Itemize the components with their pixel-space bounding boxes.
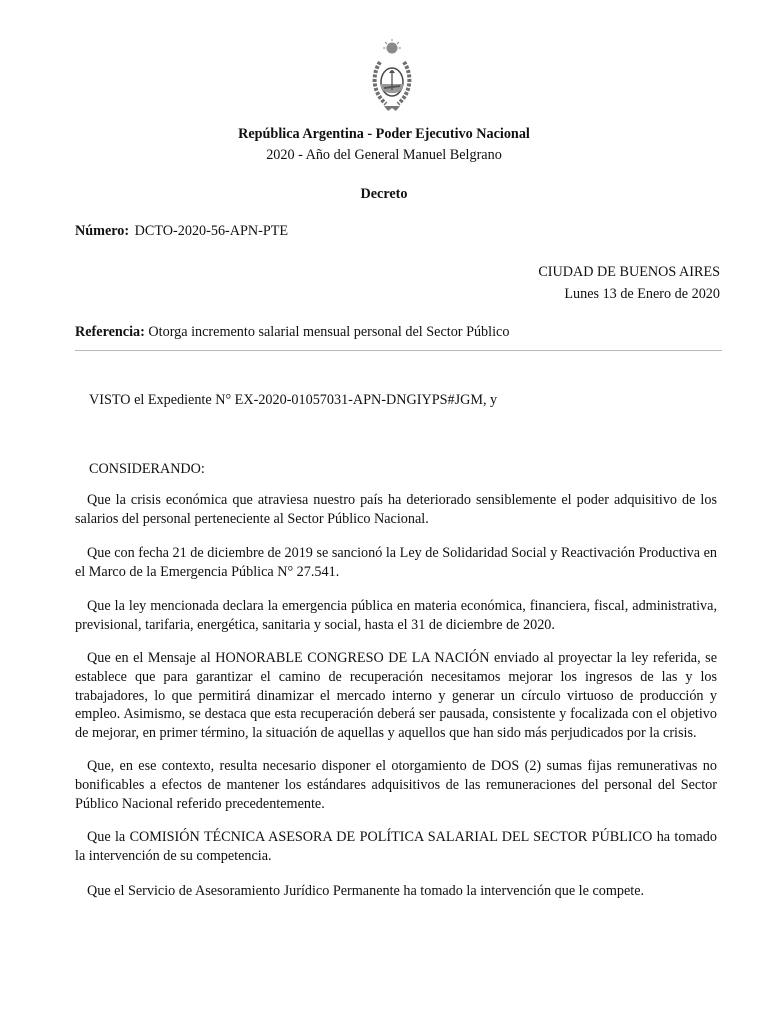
city: CIUDAD DE BUENOS AIRES <box>538 264 720 280</box>
divider <box>75 350 722 351</box>
date: Lunes 13 de Enero de 2020 <box>564 286 720 302</box>
numero-label: Número: <box>75 223 130 239</box>
referencia-label: Referencia: <box>75 324 145 340</box>
paragraph: Que la ley mencionada declara la emergencia pública en materia económica, financiera, fiscal, administrativa, previsional, tarifaria, energética, sanitaria y social, hasta el 31 de diciembre de 2020. <box>75 598 717 633</box>
referencia-line <box>75 324 509 341</box>
paragraph: Que, en ese contexto, resulta necesario disponer el otorgamiento de DOS (2) sumas fijas remunerativas no bonificables a efectos de mantener los estándares adquisitivos de las remuneraciones del personal del Sector Público Nacional referido precedentemente. <box>75 758 717 812</box>
header-title: República Argentina - Poder Ejecutivo Nacional <box>238 126 530 142</box>
header-subtitle: 2020 - Año del General Manuel Belgrano <box>266 147 502 163</box>
paragraph: Que con fecha 21 de diciembre de 2019 se sancionó la Ley de Solidaridad Social y Reactivación Productiva en el Marco de la Emergencia Pública N° 27.541. <box>75 545 717 580</box>
document-type: Decreto <box>360 186 408 202</box>
paragraph: Que la COMISIÓN TÉCNICA ASESORA DE POLÍTICA SALARIAL DEL SECTOR PÚBLICO ha tomado la intervención de su competencia. <box>75 829 717 864</box>
numero-value: DCTO-2020-56-APN-PTE <box>134 223 289 239</box>
coat-of-arms-icon <box>372 38 412 114</box>
paragraph: Que en el Mensaje al HONORABLE CONGRESO DE LA NACIÓN enviado al proyectar la ley referida, se establece que para garantizar el camino de recuperación necesitamos mejorar los ingresos de las y los trabajadores, lo que permitirá dinamizar el mercado interno y generar un círculo virtuoso de producción y empleo. Asimismo, se destaca que esta recuperación deberá ser pausada, consistente y focalizada con el objetivo de mejorar, en primer término, la situación de aquellas y aquellos que han sido más perjudicados por la crisis. <box>75 650 717 742</box>
paragraph: Que el Servicio de Asesoramiento Jurídico Permanente ha tomado la intervención que le compete. <box>87 883 645 899</box>
considerando-heading: CONSIDERANDO: <box>89 461 205 477</box>
visto-line: VISTO el Expediente N° EX-2020-01057031-APN-DNGIYPS#JGM, y <box>89 392 498 408</box>
referencia-value: Otorga incremento salarial mensual personal del Sector Público <box>148 324 510 340</box>
numero-line <box>75 223 288 240</box>
paragraph: Que la crisis económica que atraviesa nuestro país ha deteriorado sensiblemente el poder adquisitivo de los salarios del personal perteneciente al Sector Público Nacional. <box>75 492 717 527</box>
